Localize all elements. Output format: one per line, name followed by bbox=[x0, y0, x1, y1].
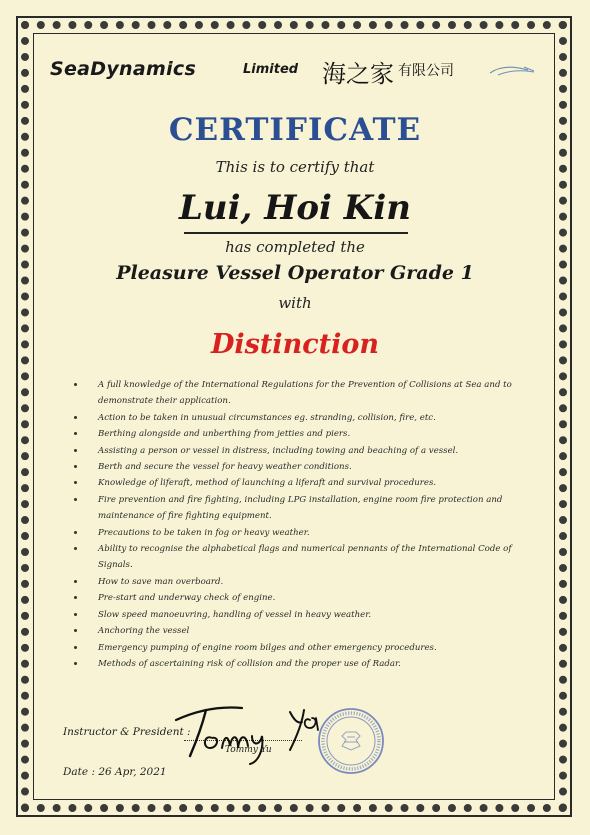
issue-date: Date : 26 Apr, 2021 bbox=[63, 766, 167, 778]
skill-text: Anchoring the vessel bbox=[98, 626, 190, 637]
skill-text: Pre-start and underway check of engine. bbox=[98, 593, 276, 604]
completed-text: has completed the bbox=[225, 238, 365, 256]
course-name: Pleasure Vessel Operator Grade 1 bbox=[116, 262, 474, 284]
bullet-icon bbox=[74, 432, 77, 435]
skill-item bbox=[70, 525, 522, 541]
bullet-icon bbox=[74, 531, 77, 534]
skill-item bbox=[70, 640, 522, 656]
bullet-icon bbox=[74, 449, 77, 452]
skill-item bbox=[70, 492, 522, 525]
bullet-icon bbox=[74, 629, 77, 632]
skill-text: Berthing alongside and unberthing from jetties and piers. bbox=[98, 429, 351, 440]
skill-text: Precautions to be taken in fog or heavy weather. bbox=[98, 527, 310, 538]
skill-text: Ability to recognise the alphabetical flags and numerical pennants of the International Code of Signals. bbox=[98, 544, 512, 571]
skill-item bbox=[70, 426, 522, 442]
skill-text: Slow speed manoeuvring, handling of vessel in heavy weather. bbox=[98, 609, 372, 620]
skill-item bbox=[70, 541, 522, 574]
skill-text: Emergency pumping of engine room bilges and other emergency procedures. bbox=[98, 642, 437, 653]
skill-item bbox=[70, 656, 522, 672]
company-name-zh-suffix: 有限公司 bbox=[398, 63, 454, 79]
skill-text: How to save man overboard. bbox=[98, 576, 224, 587]
bullet-icon bbox=[74, 547, 77, 550]
skill-item bbox=[70, 377, 522, 410]
bullet-icon bbox=[74, 416, 77, 419]
bullet-icon bbox=[74, 596, 77, 599]
skill-item bbox=[70, 443, 522, 459]
skill-item bbox=[70, 475, 522, 491]
swoosh-logo-icon bbox=[488, 64, 536, 78]
grade-distinction: Distinction bbox=[210, 329, 380, 360]
company-header bbox=[50, 56, 550, 90]
skill-item bbox=[70, 459, 522, 475]
company-name-en-suffix: Limited bbox=[243, 62, 299, 77]
skill-text: Methods of ascertaining risk of collision and the proper use of Radar. bbox=[98, 658, 401, 669]
skill-item bbox=[70, 410, 522, 426]
skill-text: Action to be taken in unusual circumstances eg. stranding, collision, fire, etc. bbox=[98, 412, 436, 423]
company-name-en: SeaDynamics bbox=[50, 58, 197, 80]
skill-text: Fire prevention and fire fighting, including LPG installation, engine room fire protection and maintenance of fire fighting equipment. bbox=[98, 494, 503, 522]
certificate-title: CERTIFICATE bbox=[168, 112, 422, 148]
recipient-underline bbox=[184, 232, 408, 234]
skill-text: Knowledge of liferaft, method of launching a liferaft and survival procedures. bbox=[98, 478, 437, 489]
bullet-icon bbox=[74, 383, 77, 386]
bullet-icon bbox=[74, 580, 77, 583]
skill-text: Berth and secure the vessel for heavy weather conditions. bbox=[98, 462, 352, 473]
skill-text: Assisting a person or vessel in distress, including towing and beaching of a vessel. bbox=[98, 445, 459, 456]
bullet-icon bbox=[74, 498, 77, 501]
skill-text: A full knowledge of the International Regulations for the Prevention of Collisions at Sea and to demonstrate their application. bbox=[98, 380, 512, 407]
company-seal-icon bbox=[316, 706, 386, 776]
signatory-name: Tommy Yu bbox=[225, 745, 272, 755]
bullet-icon bbox=[74, 662, 77, 665]
bullet-icon bbox=[74, 613, 77, 616]
bullet-icon bbox=[74, 646, 77, 649]
skills-list bbox=[70, 377, 522, 672]
bullet-icon bbox=[74, 481, 77, 484]
skill-item bbox=[70, 590, 522, 606]
skill-item bbox=[70, 623, 522, 639]
bullet-icon bbox=[74, 465, 77, 468]
recipient-name: Lui, Hoi Kin bbox=[179, 188, 411, 228]
skill-item bbox=[70, 574, 522, 590]
with-text: with bbox=[278, 294, 312, 312]
signature-label: Instructor & President : bbox=[63, 726, 191, 738]
company-name-zh: 海之家 bbox=[322, 60, 394, 88]
certify-intro: This is to certify that bbox=[215, 158, 375, 176]
skill-item bbox=[70, 607, 522, 623]
